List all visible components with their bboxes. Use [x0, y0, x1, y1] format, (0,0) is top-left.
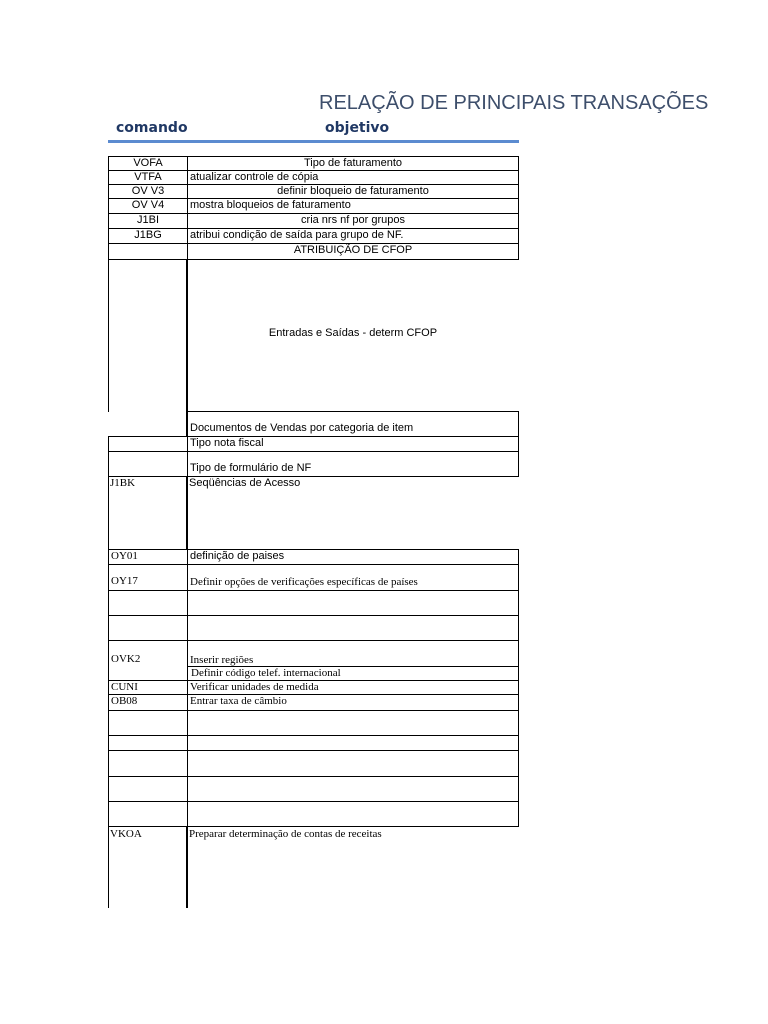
command-cell: VOFA: [108, 156, 188, 171]
empty-command-cell: [108, 776, 188, 802]
objective-cell: Entradas e Saídas - determ CFOP: [268, 327, 438, 339]
header-underline: [108, 140, 519, 143]
objective-cell: Tipo de formulário de NF: [187, 451, 519, 477]
empty-command-cell: [108, 801, 188, 827]
objective-cell: Inserir regiões: [187, 640, 519, 667]
objective-cell: definição de paises: [187, 549, 519, 565]
command-cell: [108, 259, 188, 412]
command-cell: [108, 411, 188, 437]
objective-cell: cria nrs nf por grupos: [187, 213, 519, 229]
empty-objective-cell: [187, 590, 519, 616]
command-cell: OY17: [108, 564, 188, 591]
command-cell: OV V4: [108, 198, 188, 214]
command-cell: J1BK: [108, 476, 188, 550]
objective-cell: Preparar determinação de contas de receitas: [189, 828, 382, 840]
command-cell: OVK2: [108, 640, 188, 667]
objective-cell: Tipo de faturamento: [187, 156, 519, 171]
command-cell: OY01: [108, 549, 188, 565]
table-right-border: [518, 411, 519, 477]
command-cell: J1BI: [108, 213, 188, 229]
objective-cell: Verificar unidades de medida: [187, 680, 519, 695]
empty-objective-cell: [187, 735, 519, 751]
empty-objective-cell: [187, 615, 519, 641]
empty-command-cell: [108, 590, 188, 616]
objective-cell: Entrar taxa de câmbio: [187, 694, 519, 711]
table-left-border: [108, 476, 109, 550]
command-cell: CUNI: [108, 680, 188, 695]
empty-command-cell: [108, 735, 188, 751]
command-cell: [108, 451, 188, 477]
command-cell: OB08: [108, 694, 188, 711]
empty-objective-cell: [187, 750, 519, 777]
objective-cell: ATRIBUIÇÃO DE CFOP: [187, 243, 519, 260]
empty-objective-cell: [187, 710, 519, 736]
objective-cell: Documentos de Vendas por categoria de item: [187, 411, 519, 437]
command-cell: J1BG: [108, 228, 188, 244]
objective-cell: Tipo nota fiscal: [187, 436, 519, 452]
command-cell: [108, 666, 188, 681]
objective-cell: atribui condição de saída para grupo de NF.: [187, 228, 519, 244]
command-cell: VKOA: [108, 826, 188, 908]
empty-command-cell: [108, 710, 188, 736]
command-cell: [108, 243, 188, 260]
objective-cell: atualizar controle de cópia: [187, 170, 519, 185]
objective-cell: mostra bloqueios de faturamento: [187, 198, 519, 214]
column-header-comando: comando: [116, 120, 188, 136]
column-header-objetivo: objetivo: [325, 120, 390, 136]
table-left-border: [108, 259, 109, 412]
objective-cell: Definir opções de verificações específicas de países: [187, 564, 519, 591]
command-cell: [108, 436, 188, 452]
command-cell: VTFA: [108, 170, 188, 185]
objective-cell: Definir código telef. internacional: [187, 666, 519, 681]
table-left-border: [108, 826, 109, 908]
empty-objective-cell: [187, 801, 519, 827]
empty-objective-cell: [187, 776, 519, 802]
empty-command-cell: [108, 750, 188, 777]
command-cell: OV V3: [108, 184, 188, 199]
objective-cell: Seqüências de Acesso: [189, 477, 301, 489]
empty-command-cell: [108, 615, 188, 641]
objective-cell: definir bloqueio de faturamento: [187, 184, 519, 199]
page-title: RELAÇÃO DE PRINCIPAIS TRANSAÇÕES: [319, 92, 709, 114]
